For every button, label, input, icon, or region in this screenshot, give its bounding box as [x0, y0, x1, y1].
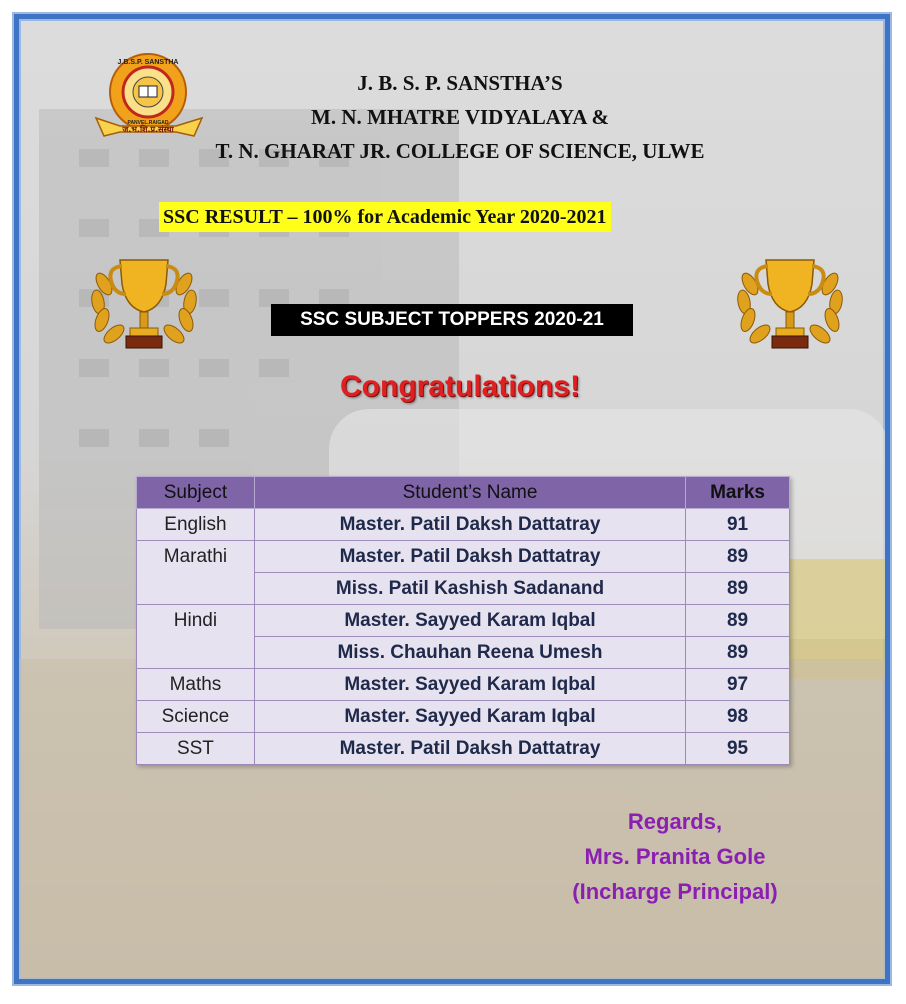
- cell-name: Master. Sayyed Karam Iqbal: [254, 701, 685, 733]
- cell-marks: 89: [686, 605, 790, 637]
- header-line-2: M. N. MHATRE VIDYALAYA &: [311, 105, 609, 129]
- cell-name: Master. Patil Daksh Dattatray: [254, 541, 685, 573]
- header-line-3: T. N. GHARAT JR. COLLEGE OF SCIENCE, ULWE: [215, 139, 705, 163]
- cell-subject: SST: [137, 733, 255, 765]
- cell-subject: English: [137, 509, 255, 541]
- header-student-name: Student’s Name: [254, 477, 685, 509]
- table-row: [137, 733, 790, 765]
- cell-name: Master. Patil Daksh Dattatray: [254, 509, 685, 541]
- logo-ribbon-text: ज.भ.शि.प्र.संस्था: [122, 125, 174, 134]
- table-row: [137, 541, 790, 573]
- table-row: [137, 701, 790, 733]
- logo-ring-text: J.B.S.P. SANSTHA: [117, 59, 179, 66]
- table-row: [137, 573, 790, 605]
- regards-line-2: Mrs. Pranita Gole: [584, 844, 766, 869]
- cell-name: Master. Sayyed Karam Iqbal: [254, 669, 685, 701]
- table-row: [137, 509, 790, 541]
- table-row: [137, 637, 790, 669]
- cell-name: Master. Patil Daksh Dattatray: [254, 733, 685, 765]
- trophy-icon: [86, 254, 202, 354]
- regards-signature: [540, 804, 810, 909]
- cell-subject: [137, 637, 255, 669]
- toppers-title: SSC SUBJECT TOPPERS 2020-21: [271, 304, 633, 336]
- cell-marks: 97: [686, 669, 790, 701]
- cell-subject: Maths: [137, 669, 255, 701]
- cell-subject: [137, 573, 255, 605]
- table-header-row: [137, 477, 790, 509]
- table-row: [137, 605, 790, 637]
- ssc-result-banner: SSC RESULT – 100% for Academic Year 2020-2021: [159, 202, 611, 232]
- cell-marks: 89: [686, 541, 790, 573]
- header-marks: Marks: [686, 477, 790, 509]
- cell-marks: 91: [686, 509, 790, 541]
- table-row: [137, 669, 790, 701]
- cell-subject: Marathi: [137, 541, 255, 573]
- header-line-1: J. B. S. P. SANSTHA’S: [357, 71, 563, 95]
- regards-line-3: (Incharge Principal): [572, 879, 778, 904]
- header-subject: Subject: [137, 477, 255, 509]
- cell-name: Miss. Patil Kashish Sadanand: [254, 573, 685, 605]
- toppers-table: [136, 476, 790, 765]
- cell-marks: 98: [686, 701, 790, 733]
- cell-marks: 89: [686, 637, 790, 669]
- logo-ring-sub: PANVEL.RAIGAD: [127, 120, 169, 126]
- regards-line-1: Regards,: [627, 809, 723, 834]
- school-header: [160, 66, 760, 168]
- cell-subject: Science: [137, 701, 255, 733]
- cell-name: Master. Sayyed Karam Iqbal: [254, 605, 685, 637]
- cell-name: Miss. Chauhan Reena Umesh: [254, 637, 685, 669]
- congratulations-heading: Congratulations!: [340, 370, 580, 403]
- cell-marks: 95: [686, 733, 790, 765]
- cell-marks: 89: [686, 573, 790, 605]
- cell-subject: Hindi: [137, 605, 255, 637]
- trophy-icon: [732, 254, 848, 354]
